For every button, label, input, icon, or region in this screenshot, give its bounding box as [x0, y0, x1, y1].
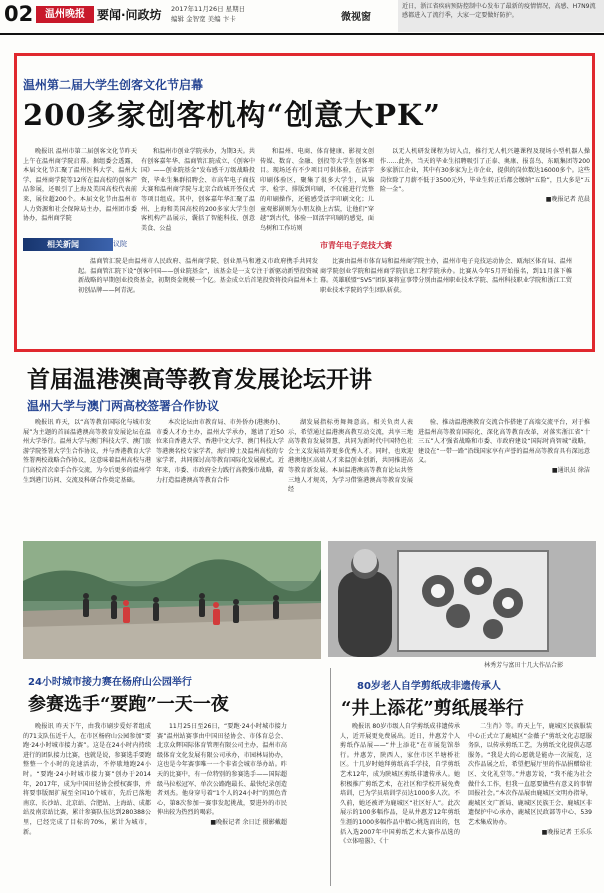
date-line: 2017年11月26日 星期日: [171, 5, 246, 13]
column-divider: [330, 668, 331, 886]
story2-column-4: 验、推动温港澳教育交流合作搭建了高端交流平台，对于推进温州高等教育国际化、深化高等教育改革，对落实浙江省“十三五”人才强省战略和市委、市政府建设“国际时尚智城”战略，建设在“一带一路”沿线国家享有声誉的温州高等教育具有深远意义。 ■通讯员 徐洁: [418, 419, 590, 474]
header-rule: [0, 33, 604, 35]
story2-column-1: 晚报讯 昨天，以“高等教育国际化与城市发展”为主题的首届温港澳高等教育发展论坛在温州大学举行。温州大学与澳门科技大学、澳门旅游学院签署大学生合作协议，并与香港教育大学签署两校战略合作协议，这意味着温州高校与港门高校首次牵手合作交流，为今后更多的温州学生到港门访问、交流及科研合作奠定基础。: [23, 419, 151, 484]
paper-logo: 温州晚报: [36, 6, 94, 23]
related-news-label: 相关新闻: [47, 240, 79, 249]
story3-headline: 参赛选手“要跑”一天一夜: [28, 694, 229, 715]
story1-column-2: 和温州市创业学院承办，为期3天。共有创客嘉年华、温商管汇院成立、《创客中国》——创业院基金“发布感千万级战略投资，毕业生集群招聘会、市高年电子商技大赛和温州商学院与北京合政城开签仪式等项目组成。其中，创客嘉年华汇聚了温州、上海和美国高校的200多家大学生创客机构产品展示，囊括了智能科技、创意美食、公益: [141, 148, 255, 232]
story1-column-3: 和温州、电商、体育健康、影视文创传媒、数育、金融、创投等大学生创客项目。现场还有不少项目可供体验，在活字印刷体验区，聚集了很多大学生，从锦字、检字、排版到印刷，不仅能进行完整的印刷操作，还能感受活字印刷文化；儿童观影剧则为小朋友换上古装，让他们“穿越”到古代，体验一回活字印刷的感觉，面鸟树和工作坊则: [260, 148, 374, 232]
story2-subtitle: 温州大学与澳门两高校签署合作协议: [27, 399, 220, 413]
papercut-exhibition-photo: [328, 541, 596, 657]
relay-race-photo: [23, 541, 321, 659]
story4-column-2: 二生肖》等。昨天上午，鹿城区民族服装中心正式立了鹿城区“金薇子”剪纸文化志愿服务队，以传承剪纸工艺，为剪纸文化提供志愿服务。“我是大的心愿就是能办一次展览，这次作品展之后，希望把展厅里的作品捐赠给社区、文化礼堂等。”井惠芳说，“我不能为社会做什么工作，但我一直愿要做些有意义的事情回报社会。”本次作品展由鹿城区文明办指导，鹿城区文广新局、鹿城区民族王会、鹿城区非遗保护中心承办，鹿城区民政部等中心、539艺术集成协办。 ■晚报记者 王乐乐: [468, 723, 592, 836]
editor-line: 编辑 金智宽 美编 卞卡: [171, 15, 236, 23]
story3-credit: ■晚报记者 余日迁 摄影戴超: [210, 818, 287, 826]
photo-caption: 林秀芳与富田十几大作品合影: [484, 662, 564, 669]
story1-column-1: 晚报讯 温州市第二届创客文化节昨天上午在温州商学院启幕。据组委会透露，本届文化节汇聚了温州医科大学、温州大学、温州商学院等12所在温高校的创客产品参展，还吸引了上海及美国高校代表前来，展位超200个。本届文化节由温州市人力资源和社会保障局主办，温州团市委协办，温州商学院: [23, 148, 137, 223]
story4-column-1: 晚报讯 80岁市级人自学剪纸成非遗传承人，近开展更免费展出。近日，井惠芳个人剪纸作品展——“井上添花”在市展览馆举行。井惠芳，陕西人，家住市区半塘桥社区。十几岁时她拜剪纸高手学技，自学剪纸艺术12年，成为陕城区剪纸非遗传承人。她积极推广剪纸艺术，在社区和学校开展免费培训，已为学员培训学员达1000多人次。不久前，她还被评为鹿城区“社区好人”。此次展示的100多幅作品，是从井惠芳12年剪纸生涯的1000多幅作品中精心挑选而出的，包括入选2007年中国剪纸艺术大赛作品选的《立体喧嚣》、《十: [340, 723, 460, 846]
related-news-body: 温商管汇院是由温州市人民政府、温州商学院、创业黑马和遵义市政府携手共同发起。温商管汇院下设“创客中国——创业院基金”，该基金是一支专注于新驱动新型投资城新战略的早期创业投资基金，初期资金规模一个亿。基金成立后首笔投资将投向温州本土初创品牌——阿青泥。: [78, 258, 318, 294]
story4-subtitle: 80岁老人自学剪纸成非遗传承人: [357, 681, 501, 692]
story1-credit: ■晚报记者 范晨: [545, 195, 590, 203]
story1-headline: 200多家创客机构“创意大PK”: [23, 98, 441, 132]
story2-column-3: 湖发展指标勇舞舞意高。相关负责人表示，希望通过温港澳高教互动交流，共享三地高等教育发展智慧，共同为新时代中国特色社会主义发展培养更多优秀人才。同时，也欢迎港澳地区高端人才来温创业创新，共同推进高等教育新发展。本届温港澳高等教育论坛共签三地人才规英，为学习借鉴港澳高等教育发展经: [288, 419, 413, 494]
brand-label: 微视窗: [341, 12, 371, 23]
section-title: 要闻·问政坊: [97, 8, 162, 22]
esports-subhead: 市青年电子竞技大赛: [320, 241, 392, 250]
story2-credit: ■通讯员 徐洁: [551, 466, 590, 474]
story4-headline: “井上添花”剪纸展举行: [341, 698, 524, 719]
related-news-tail: 议院: [113, 240, 127, 248]
story1-subtitle: 温州第二届大学生创客文化节启幕: [23, 78, 204, 92]
story4-credit: ■晚报记者 王乐乐: [541, 828, 592, 836]
page-number: 02: [4, 2, 34, 26]
esports-body: 比赛由温州市体育局和温州商学院主办，温州市电子竞技运动协会、瓯海区体育局、温州商学院创业学院和温州商学院信息工程学院承办。比赛从今年5月开始报名，到11月落下帷幕。英雄联盟“5V5”团队赛将宣事带分别由温州职业技术学院、温州科技职业学院和浙江工贸职业技术学院的学生团队斩获。: [320, 258, 572, 294]
story2-column-2: 本次论坛由市教育局、市外侨办(港澳办)、市委人才办主办，温州大学承办，邀请了近50位来自香港大学、香港中文大学、澳门科技大学等港澳名校专家学者，海归博士及温州高校的专家学者，共同探讨高等教育国际化发展模式。近年来，市委、市政府全力践行高教强市战略，着力打造温港澳高等教育合作: [156, 419, 284, 484]
news-flash: 近日，浙江省疾病预防控制中心发布了最新的疫情情况，高感、H7N9流感都进入了流行季，大家一定要做好防护。: [398, 0, 604, 32]
story3-subtitle: 24小时城市接力赛在杨府山公园举行: [28, 677, 192, 688]
story3-column-1: 晚报讯 昨天下午，由我市刷步爱好者组成的71支队伍近千人，在市区杨府山公园参加“要跑·24小时城市接力赛”。这是在24小时内持续进行的团队接力比赛，也就是说，参赛选手要跑整整一个小时的竞速活动，不停歇地跑24小时。“要跑·24小时城市接力赛”创办于2014年，2017年，成为中国田径协会授权赛事，并将要事版图扩展至全国10个城市，先后已落地南京、长沙站、北京站、合肥站、上海站、成都站及南京站比赛，累计参赛队伍达到280388公里，已经完成了目标的70%，累计为城市，新。: [23, 723, 151, 836]
story2-headline: 首届温港澳高等教育发展论坛开讲: [27, 366, 372, 393]
story3-column-2: 11月25日至26日，“要跑·24小时城市接力赛”温州站赛事由中国田径协会、市体育总会、北京众辉国际体育管理有限公司主办，温州市高级体育文化发展有限公司承办，市园林局协办，这也是今年赛事唯一一个非省会城市举办站。昨天的比赛中，有一位特别的参赛选手——国际超级马拉松冠军、单次公路跑最长、最快纪录创造者刘杰。他身穿号着“1个人的24小时”的黑色背心，第8次参加一赛事发起挑战，要进外的市民伸出较为热烈的喝彩。 ■晚报记者 余日迁 摄影戴超: [157, 723, 287, 826]
story1-column-4: 以无人机研发课程为切入点，推行无人机兴趣课程及现场小型机器人操作……此外，当天的毕业生招聘吸引了正泰、奥康、报喜鸟、东瓯集团等200多家浙江企业，其中有30多家为上市企业，提供的岗位数达16000多个。这些岗位除了月薪不低于3500元外，毕业生转正后都会缴纳“五险”，且大多是“五险一金”。 ■晚报记者 范晨: [380, 148, 590, 203]
